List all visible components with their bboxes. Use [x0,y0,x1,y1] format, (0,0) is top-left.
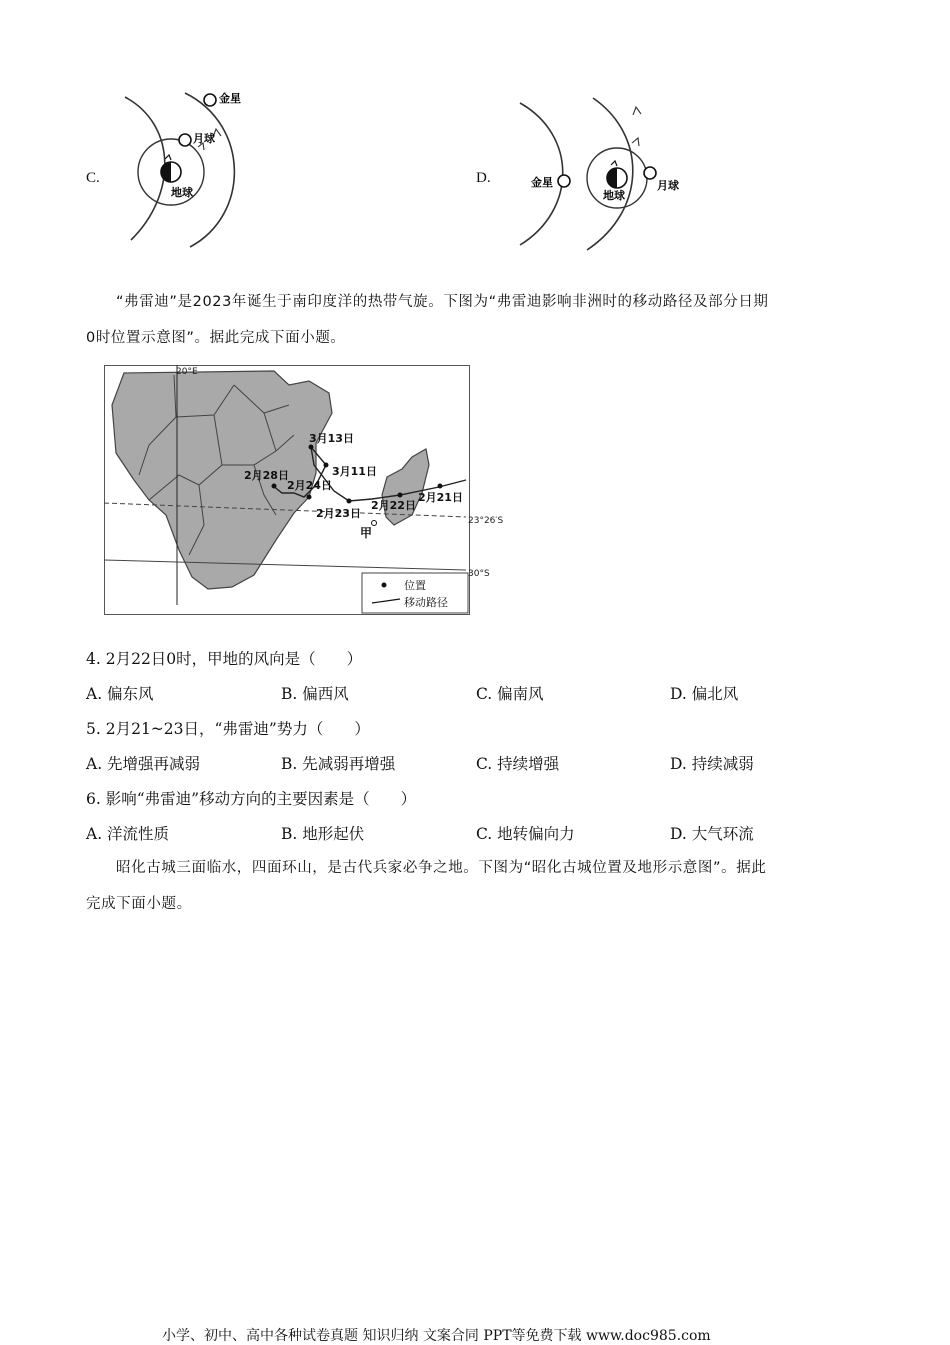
question-4-option-c[interactable]: C. 偏南风 [476,685,544,703]
question-6-option-b[interactable]: B. 地形起伏 [281,825,365,843]
intro2-line1: 昭化古城三面临水，四面环山，是古代兵家必争之地。下图为“昭化古城位置及地形示意图”。据此 [116,860,767,876]
legend-position-label: 位置 [404,579,426,592]
figure-d-moon-label: 月球 [657,179,679,192]
map-30s-label: 30°S [468,569,490,579]
map-date-label: 2月23日 [316,507,361,520]
map-date-label: 2月28日 [244,469,289,482]
question-4-option-b[interactable]: B. 偏西风 [281,685,349,703]
map-date-label: 2月24日 [287,479,332,492]
question-5-option-d[interactable]: D. 持续减弱 [670,755,754,773]
map-date-label: 2月21日 [418,491,463,504]
option-c-label: C. [86,170,100,186]
question-5-option-b[interactable]: B. 先减弱再增强 [281,755,396,773]
option-d-label: D. [476,170,491,186]
figure-d-venus-label: 金星 [531,176,553,189]
question-5-stem: 5. 2月21~23日，“弗雷迪”势力（ ） [86,720,370,738]
figure-c-earth-label: 地球 [171,186,193,199]
question-6-option-d[interactable]: D. 大气环流 [670,825,754,843]
figure-d-orbit-diagram [505,95,680,255]
figure-c-moon-label: 月球 [193,132,215,145]
map-date-label: 3月13日 [309,432,354,445]
map-lon-label: 20°E [176,367,198,377]
question-4-stem: 4. 2月22日0时，甲地的风向是（ ） [86,650,363,668]
question-6-option-c[interactable]: C. 地转偏向力 [476,825,575,843]
question-4-option-d[interactable]: D. 偏北风 [670,685,739,703]
intro1-line2: 0时位置示意图”。据此完成下面小题。 [86,330,346,346]
intro1-line1: “弗雷迪”是2023年诞生于南印度洋的热带气旋。下图为“弗雷迪影响非洲时的移动路径及部分日期 [116,294,769,310]
page-footer: 小学、初中、高中各种试卷真题 知识归纳 文案合同 PPT等免费下载 www.doc985.com [162,1328,711,1344]
question-5-option-a[interactable]: A. 先增强再减弱 [86,755,201,773]
map-tropic-label: 23°26′S [468,516,504,526]
figure-c-orbit-diagram [115,85,255,250]
legend-path-label: 移动路径 [404,596,448,609]
cyclone-track-map [104,365,504,615]
intro-paragraph-cyclone [86,284,866,356]
intro-paragraph-zhaohua [86,850,866,922]
intro2-line2: 完成下面小题。 [86,896,192,912]
question-6-option-a[interactable]: A. 洋流性质 [86,825,170,843]
map-date-label: 3月11日 [332,465,377,478]
figure-c-venus-label: 金星 [219,92,241,105]
map-place-label: 甲 [360,526,373,540]
map-date-label: 2月22日 [371,499,416,512]
question-5-option-c[interactable]: C. 持续增强 [476,755,560,773]
figure-d-earth-label: 地球 [603,189,625,202]
question-6-stem: 6. 影响“弗雷迪”移动方向的主要因素是（ ） [86,790,417,808]
question-4-option-a[interactable]: A. 偏东风 [86,685,154,703]
